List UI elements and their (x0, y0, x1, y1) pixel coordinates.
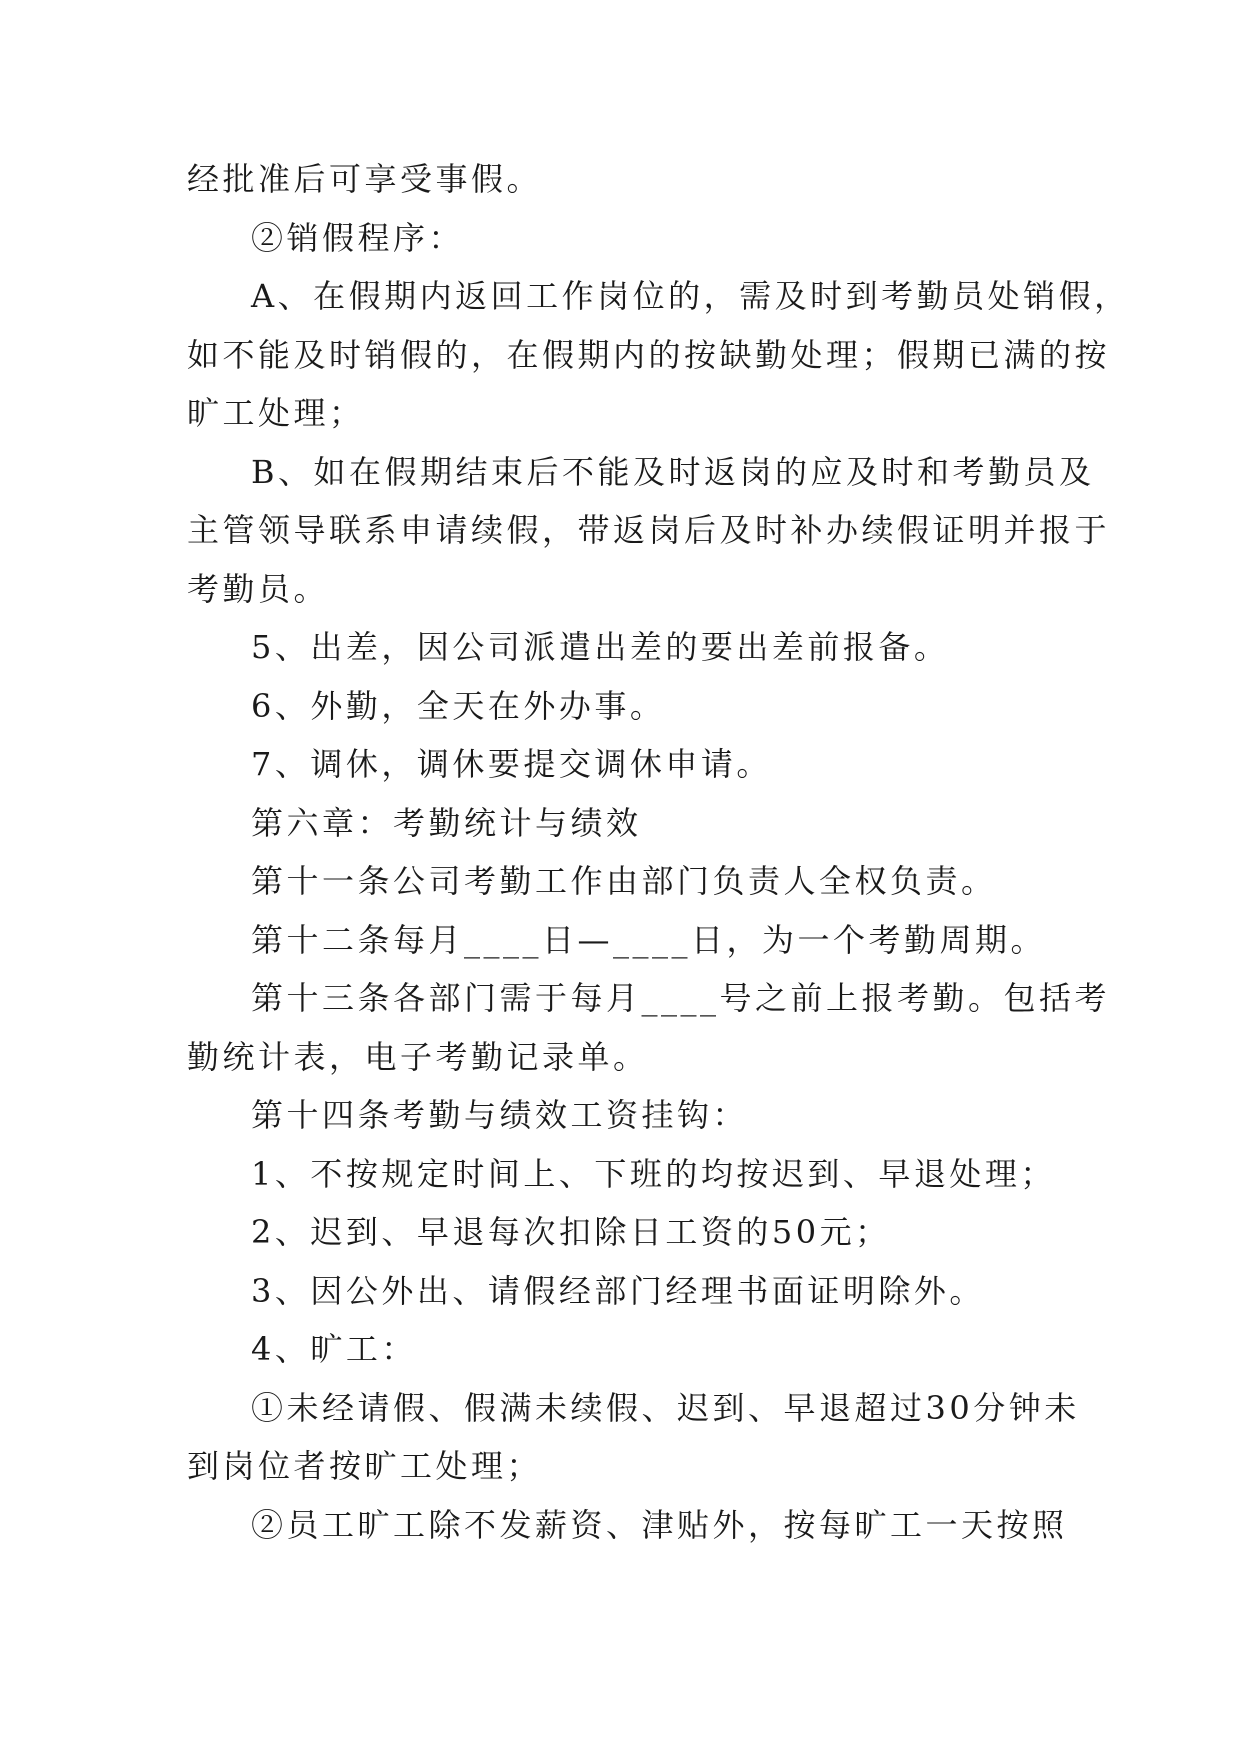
text-line: 考勤员。 (187, 569, 330, 608)
text-line: 第十二条每月____日—____日，为一个考勤周期。 (251, 920, 1047, 959)
text-line: 2、迟到、早退每次扣除日工资的50元； (251, 1213, 891, 1251)
text-line: 经批准后可享受事假。 (187, 160, 543, 198)
text-line: A、在假期内返回工作岗位的，需及时到考勤员处销假， (251, 277, 1130, 315)
text-line: 5、出差，因公司派遣出差的要出差前报备。 (251, 628, 950, 666)
text-line: 如不能及时销假的，在假期内的按缺勤处理；假期已满的按 (187, 335, 1111, 374)
text-line: 3、因公外出、请假经部门经理书面证明除外。 (251, 1271, 985, 1310)
text-line: 7、调休，调休要提交调休申请。 (251, 745, 772, 783)
document-body (187, 150, 1130, 1554)
text-line: 第十一条公司考勤工作由部门负责人全权负责。 (251, 862, 997, 900)
text-line: ①未经请假、假满未续假、迟到、早退超过30分钟未 (251, 1388, 1080, 1427)
text-line: 旷工处理； (187, 394, 365, 432)
text-line: 第十三条各部门需于每月____号之前上报考勤。包括考 (251, 979, 1111, 1017)
text-line: ②销假程序： (251, 218, 465, 257)
text-line: 6、外勤，全天在外办事。 (251, 686, 666, 725)
text-line: 勤统计表，电子考勤记录单。 (187, 1037, 649, 1076)
text-line: 到岗位者按旷工处理； (187, 1447, 543, 1485)
chapter-heading: 第六章：考勤统计与绩效 (251, 803, 642, 842)
text-line: 4、旷工： (251, 1330, 417, 1368)
text-line: 1、不按规定时间上、下班的均按迟到、早退处理； (251, 1154, 1056, 1193)
text-line: ②员工旷工除不发薪资、津贴外，按每旷工一天按照 (251, 1505, 1068, 1544)
text-line: 主管领导联系申请续假，带返岗后及时补办续假证明并报于 (187, 511, 1111, 549)
text-line: 第十四条考勤与绩效工资挂钩： (251, 1096, 749, 1134)
text-line: B、如在假期结束后不能及时返岗的应及时和考勤员及 (251, 452, 1095, 491)
